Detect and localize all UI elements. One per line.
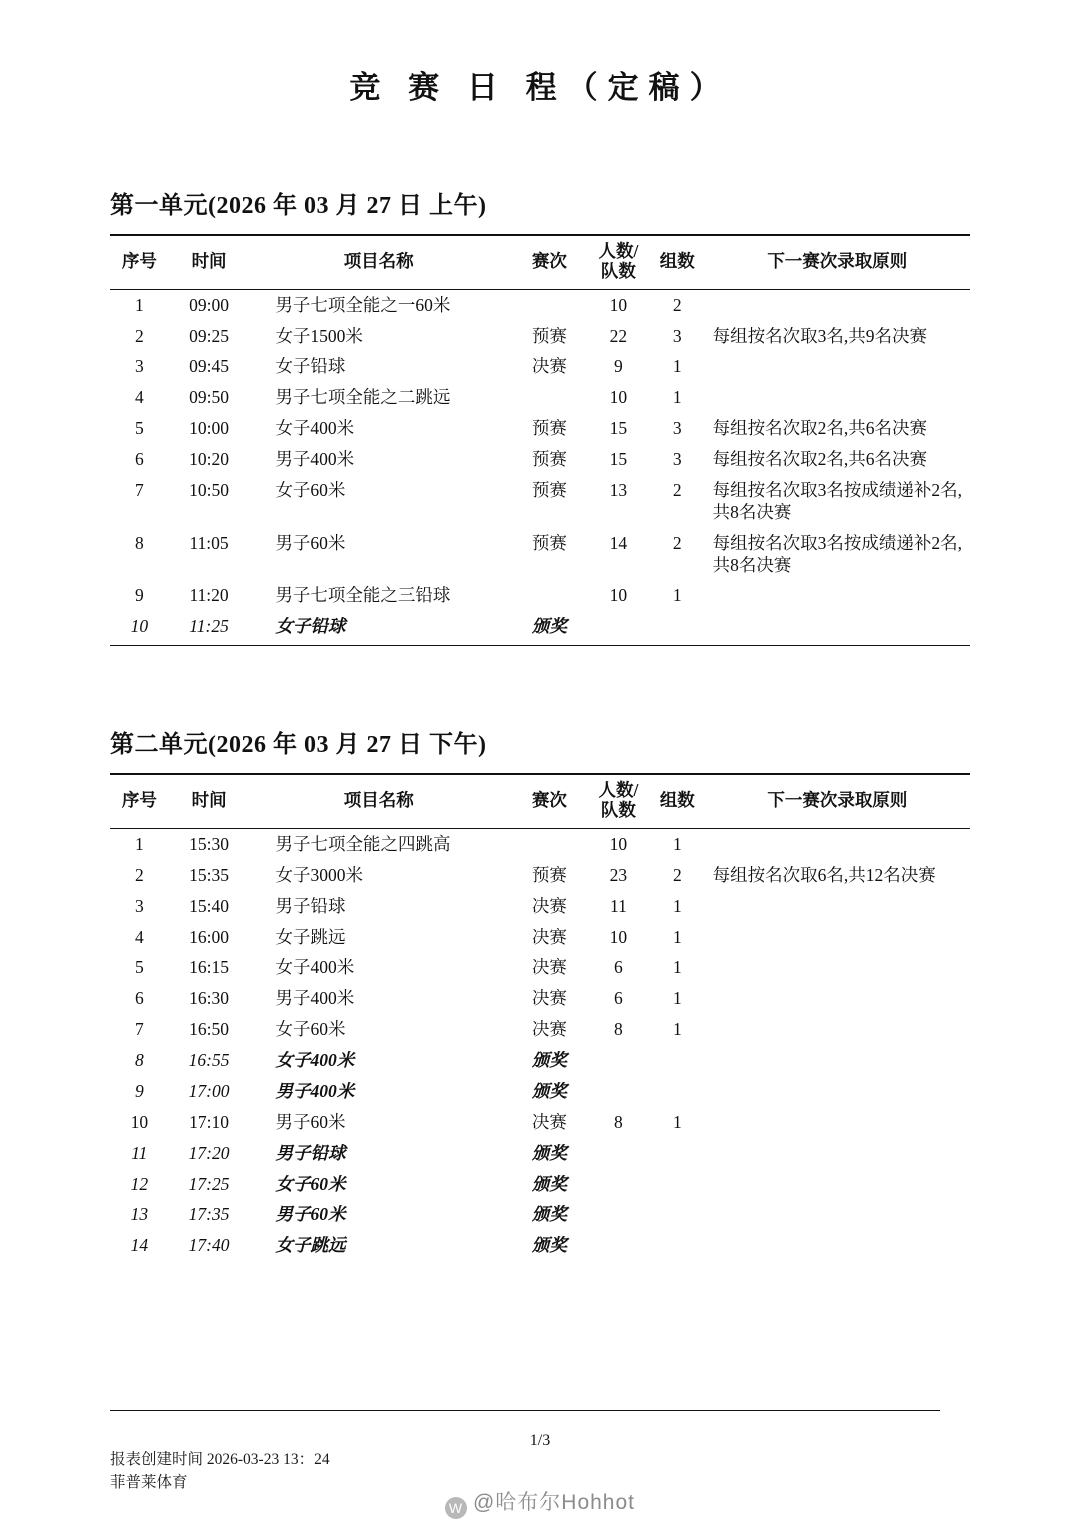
cell-no: 3	[134, 895, 144, 916]
col-count-line2: 队数	[600, 260, 636, 281]
header-row	[110, 774, 970, 829]
cell-round: 预赛	[531, 418, 567, 439]
cell-groups: 1	[672, 988, 682, 1009]
cell-time: 16:15	[189, 957, 230, 978]
table-body-2	[110, 829, 970, 1264]
cell-count: 10	[609, 833, 628, 854]
cell-no: 4	[134, 387, 144, 408]
table-header-2	[110, 774, 970, 829]
cell-count	[589, 1169, 648, 1200]
cell-round: 决赛	[531, 1019, 567, 1040]
table-row	[110, 1200, 970, 1231]
cell-event: 女子400米	[275, 1050, 355, 1070]
col-groups: 组数	[648, 235, 707, 290]
col-rule: 下一赛次录取原则	[707, 774, 970, 829]
cell-count: 10	[609, 585, 628, 606]
cell-no: 13	[130, 1204, 149, 1225]
cell-groups: 2	[672, 864, 682, 885]
cell-groups: 1	[672, 833, 682, 854]
cell-event: 女子400米	[275, 418, 355, 439]
table-row	[110, 922, 970, 953]
cell-count	[589, 1046, 648, 1077]
table-row	[110, 860, 970, 891]
cell-groups: 3	[672, 418, 682, 439]
cell-time: 16:00	[189, 926, 230, 947]
cell-count: 8	[614, 1111, 623, 1132]
table-bottom-rule-1	[110, 645, 970, 646]
cell-time: 15:30	[189, 833, 230, 854]
cell-rule	[707, 1169, 970, 1200]
schedule-table-1	[110, 234, 970, 645]
table-row	[110, 321, 970, 352]
cell-rule	[707, 891, 970, 922]
cell-event: 男子400米	[275, 1080, 355, 1101]
table-row	[110, 414, 970, 445]
cell-rule	[707, 829, 970, 860]
cell-rule	[707, 1076, 970, 1107]
cell-rule: 每组按名次取2名,共6名决赛	[712, 449, 928, 470]
cell-groups	[648, 1076, 707, 1107]
col-round: 赛次	[510, 235, 589, 290]
cell-no: 4	[134, 926, 144, 947]
cell-time: 15:35	[189, 864, 230, 885]
table-row	[110, 984, 970, 1015]
header-row	[110, 235, 970, 290]
col-count	[589, 774, 648, 829]
cell-event: 男子400米	[275, 449, 355, 470]
cell-rule	[707, 1046, 970, 1077]
table-row	[110, 829, 970, 860]
cell-time: 11:05	[189, 532, 229, 553]
cell-event: 女子跳远	[275, 1235, 346, 1256]
cell-groups: 1	[672, 895, 682, 916]
cell-count: 8	[614, 1019, 623, 1040]
cell-no: 6	[134, 988, 144, 1009]
footer-divider	[110, 1410, 940, 1411]
cell-rule: 每组按名次取2名,共6名决赛	[712, 418, 928, 439]
cell-event: 女子3000米	[275, 864, 363, 885]
cell-rule	[707, 1138, 970, 1169]
table-row	[110, 1138, 970, 1169]
cell-count: 10	[609, 387, 628, 408]
cell-no: 12	[130, 1173, 149, 1194]
cell-rule: 每组按名次取6名,共12名决赛	[712, 864, 936, 885]
cell-round	[510, 383, 589, 414]
col-time: 时间	[169, 235, 250, 290]
cell-count	[589, 612, 648, 645]
cell-event: 女子60米	[275, 1019, 346, 1040]
cell-groups: 1	[672, 356, 682, 377]
cell-time: 11:25	[189, 616, 229, 637]
cell-round: 决赛	[531, 926, 567, 947]
col-groups: 组数	[648, 774, 707, 829]
cell-no: 1	[134, 833, 144, 854]
cell-no: 10	[130, 1111, 149, 1132]
cell-groups: 2	[672, 532, 682, 553]
cell-round: 预赛	[531, 479, 567, 500]
cell-event: 男子60米	[275, 532, 346, 553]
table-row	[110, 581, 970, 612]
cell-groups	[648, 1200, 707, 1231]
cell-event: 男子400米	[275, 988, 355, 1009]
cell-time: 16:55	[188, 1050, 230, 1070]
table-row	[110, 953, 970, 984]
cell-round: 颁奖	[531, 1173, 567, 1194]
cell-no: 1	[134, 294, 144, 315]
table-row	[110, 290, 970, 321]
table-row	[110, 1076, 970, 1107]
table-row	[110, 891, 970, 922]
cell-round: 预赛	[531, 532, 567, 553]
cell-no: 8	[134, 532, 144, 553]
cell-groups	[648, 1046, 707, 1077]
cell-count: 15	[609, 418, 628, 439]
cell-time: 09:00	[189, 294, 229, 315]
cell-count: 6	[614, 957, 623, 978]
cell-round: 预赛	[531, 449, 567, 470]
cell-round: 决赛	[531, 1111, 567, 1132]
col-event: 项目名称	[249, 235, 510, 290]
cell-no: 10	[130, 616, 149, 637]
cell-groups: 3	[672, 325, 682, 346]
cell-round: 颁奖	[531, 1050, 567, 1070]
cell-no: 9	[134, 1080, 144, 1101]
cell-round: 颁奖	[531, 1235, 567, 1256]
cell-groups	[648, 1231, 707, 1264]
cell-groups	[648, 1169, 707, 1200]
cell-count	[589, 1231, 648, 1264]
cell-time: 09:45	[189, 356, 229, 377]
table-row	[110, 528, 970, 581]
cell-no: 2	[134, 325, 144, 346]
col-rule: 下一赛次录取原则	[707, 235, 970, 290]
cell-groups	[648, 612, 707, 645]
cell-rule	[707, 612, 970, 645]
cell-time: 17:00	[188, 1080, 230, 1101]
col-round: 赛次	[510, 774, 589, 829]
table-row	[110, 1169, 970, 1200]
cell-rule	[707, 581, 970, 612]
col-time: 时间	[169, 774, 250, 829]
cell-rule	[707, 1107, 970, 1138]
watermark	[0, 1486, 1080, 1519]
cell-rule	[707, 1200, 970, 1231]
cell-time: 09:50	[189, 387, 229, 408]
table-row	[110, 352, 970, 383]
cell-count: 9	[614, 356, 623, 377]
cell-time: 10:50	[189, 479, 229, 500]
cell-round	[510, 581, 589, 612]
cell-count: 23	[609, 864, 628, 885]
cell-event: 女子60米	[275, 1173, 346, 1194]
page-number: 1/3	[529, 1432, 551, 1449]
cell-round: 预赛	[531, 864, 567, 885]
cell-round	[510, 829, 589, 860]
cell-groups	[648, 1138, 707, 1169]
cell-no: 9	[134, 585, 144, 606]
cell-round: 颁奖	[531, 1080, 567, 1101]
cell-rule	[707, 953, 970, 984]
unit-heading-2: 第二单元(2026 年 03 月 27 日 下午)	[110, 732, 487, 759]
cell-rule: 每组按名次取3名按成绩递补2名,共8名决赛	[712, 479, 963, 522]
cell-groups: 1	[672, 1019, 682, 1040]
cell-event: 男子铅球	[275, 895, 346, 916]
cell-time: 10:20	[189, 449, 229, 470]
document-page	[0, 62, 1080, 1531]
col-event: 项目名称	[249, 774, 509, 829]
col-no: 序号	[110, 774, 169, 829]
cell-no: 14	[130, 1235, 149, 1256]
cell-groups: 1	[672, 1111, 682, 1132]
table-row	[110, 383, 970, 414]
cell-no: 5	[134, 418, 144, 439]
cell-count: 10	[609, 294, 628, 315]
cell-time: 17:25	[188, 1173, 230, 1194]
col-count	[589, 235, 648, 290]
cell-groups: 1	[672, 957, 682, 978]
cell-count	[589, 1138, 648, 1169]
cell-event: 女子400米	[275, 957, 355, 978]
table-row	[110, 1107, 970, 1138]
cell-groups: 3	[672, 449, 682, 470]
page-title: 竞 赛 日 程（定稿）	[349, 70, 731, 105]
watermark-text: @哈布尔Hohhot	[472, 1491, 636, 1514]
cell-round: 颁奖	[531, 616, 567, 637]
cell-time: 17:10	[189, 1111, 230, 1132]
table-row	[110, 1015, 970, 1046]
col-count-line2: 队数	[600, 799, 636, 820]
table-body-1	[110, 290, 970, 646]
cell-no: 7	[134, 479, 144, 500]
cell-count: 10	[609, 926, 628, 947]
cell-count: 11	[609, 895, 627, 916]
cell-time: 17:35	[188, 1204, 230, 1225]
cell-round: 颁奖	[531, 1204, 567, 1225]
cell-round: 颁奖	[531, 1142, 567, 1163]
cell-event: 女子1500米	[275, 325, 363, 346]
cell-time: 17:40	[188, 1235, 230, 1256]
cell-rule	[707, 290, 970, 321]
cell-no: 7	[134, 1019, 144, 1040]
cell-event: 女子60米	[275, 479, 346, 500]
cell-count: 15	[609, 449, 628, 470]
table-row	[110, 612, 970, 645]
table-row	[110, 1046, 970, 1077]
table-header-1	[110, 235, 970, 290]
cell-event: 女子铅球	[275, 356, 346, 377]
cell-groups: 2	[672, 479, 682, 500]
cell-event: 男子七项全能之四跳高	[275, 833, 451, 854]
cell-groups: 2	[672, 294, 682, 315]
cell-no: 3	[134, 356, 144, 377]
cell-time: 16:50	[189, 1019, 230, 1040]
col-count-line1: 人数/	[598, 241, 639, 261]
cell-round	[510, 290, 589, 321]
cell-count: 13	[609, 479, 628, 500]
table-row	[110, 445, 970, 476]
cell-round: 决赛	[531, 895, 567, 916]
cell-count	[589, 1200, 648, 1231]
cell-count: 22	[609, 325, 628, 346]
cell-event: 女子铅球	[275, 616, 346, 637]
cell-groups: 1	[672, 585, 682, 606]
col-no: 序号	[110, 235, 169, 290]
weibo-icon: W	[445, 1497, 467, 1519]
cell-event: 男子七项全能之三铅球	[275, 585, 451, 606]
cell-event: 男子七项全能之一60米	[275, 294, 451, 315]
cell-round: 决赛	[531, 356, 567, 377]
cell-time: 09:25	[189, 325, 229, 346]
cell-rule	[707, 383, 970, 414]
cell-time: 10:00	[189, 418, 229, 439]
cell-event: 女子跳远	[275, 926, 346, 947]
footer-created-time: 报表创建时间 2026-03-23 13：24	[110, 1451, 330, 1468]
cell-no: 6	[134, 449, 144, 470]
cell-time: 15:40	[189, 895, 230, 916]
cell-time: 16:30	[189, 988, 230, 1009]
cell-rule: 每组按名次取3名,共9名决赛	[712, 325, 928, 346]
unit-heading-1: 第一单元(2026 年 03 月 27 日 上午)	[110, 193, 487, 219]
schedule-table-2	[110, 773, 970, 1264]
cell-count: 14	[609, 532, 628, 553]
cell-no: 8	[134, 1050, 144, 1070]
cell-event: 男子60米	[275, 1111, 346, 1132]
cell-count	[589, 1076, 648, 1107]
cell-rule	[707, 922, 970, 953]
cell-groups: 1	[672, 926, 682, 947]
cell-rule	[707, 984, 970, 1015]
cell-no: 5	[134, 957, 144, 978]
cell-event: 男子铅球	[275, 1142, 346, 1163]
cell-no: 2	[134, 864, 144, 885]
cell-rule	[707, 352, 970, 383]
table-row	[110, 475, 970, 528]
cell-event: 男子七项全能之二跳远	[275, 387, 451, 408]
cell-time: 17:20	[188, 1142, 230, 1163]
cell-event: 男子60米	[275, 1204, 346, 1225]
footer-vendor: 菲普莱体育	[110, 1474, 188, 1492]
cell-time: 11:20	[189, 585, 229, 606]
cell-rule	[707, 1015, 970, 1046]
cell-round: 预赛	[531, 325, 567, 346]
table-row	[110, 1231, 970, 1264]
cell-round: 决赛	[531, 988, 567, 1009]
col-count-line1: 人数/	[598, 780, 639, 801]
cell-groups: 1	[672, 387, 682, 408]
cell-rule	[707, 1231, 970, 1264]
cell-count: 6	[614, 988, 623, 1009]
cell-round: 决赛	[531, 957, 567, 978]
cell-no: 11	[131, 1142, 148, 1163]
cell-rule: 每组按名次取3名按成绩递补2名,共8名决赛	[712, 532, 963, 575]
